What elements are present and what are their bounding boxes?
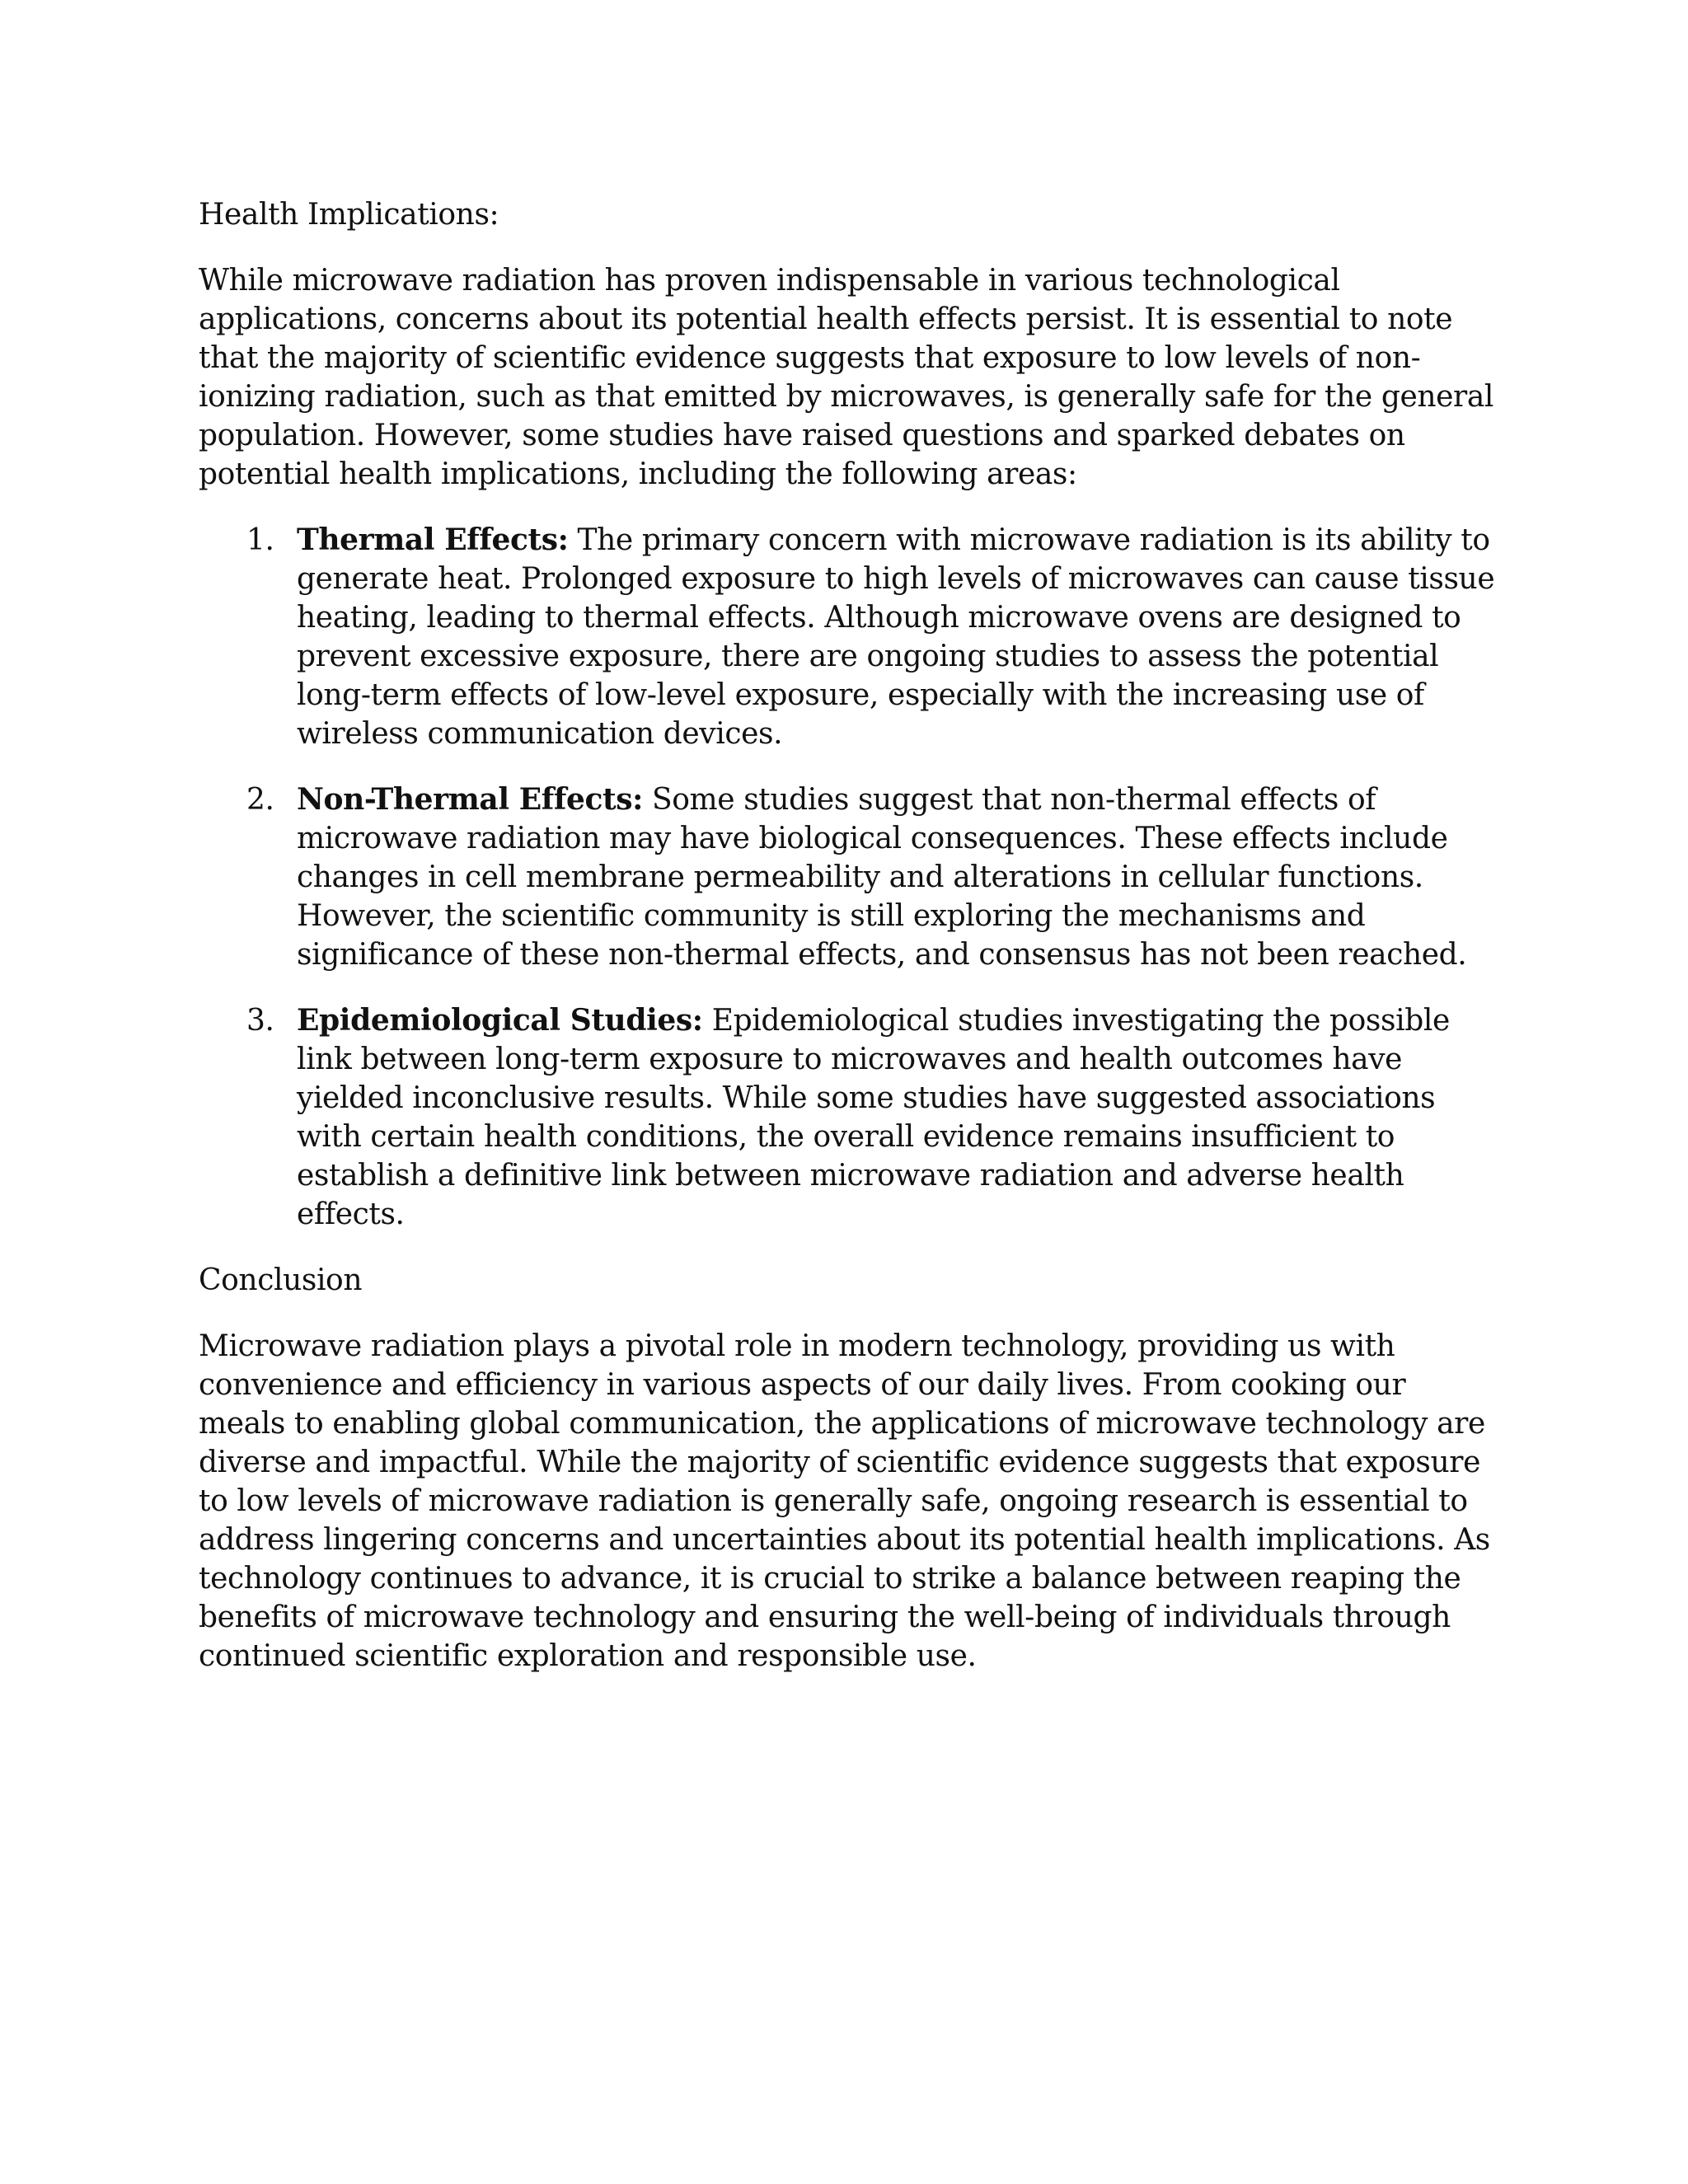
conclusion-heading: Conclusion: [199, 1263, 363, 1297]
list-text: Epidemiological studies investigating the possible link between long-term exposure to microwaves and health outcomes have yielded inconclusive results. While some studies have suggested associations with certain health conditions, the overall evidence remains insufficient to establish a definitive link between microwave radiation and adverse health effects.: [297, 1004, 1450, 1231]
list-term: Non-Thermal Effects:: [297, 782, 643, 817]
list-item-non-thermal-effects: [199, 780, 1501, 974]
list-text: The primary concern with microwave radiation is its ability to generate heat. Prolonged exposure to high levels of microwaves can cause tissue heating, leading to thermal effects. Although microwave ovens are designed to prevent excessive exposure, there are ongoing studies to assess the potential long-term effects of low-level exposure, especially with the increasing use of wireless communication devices.: [297, 523, 1495, 751]
health-intro-paragraph: While microwave radiation has proven indispensable in various technological applications, concerns about its potential health effects persist. It is essential to note that the majority of scientific evidence suggests that exposure to low levels of non-ionizing radiation, such as that emitted by microwaves, is generally safe for the general population. However, some studies have raised questions and sparked debates on potential health implications, including the following areas:: [199, 264, 1494, 491]
list-item-thermal-effects: [199, 521, 1501, 753]
list-number: 1.: [246, 523, 274, 557]
document-body: [199, 195, 1501, 1703]
health-implications-heading: Health Implications:: [199, 198, 499, 232]
list-number: 2.: [246, 783, 274, 817]
list-term: Thermal Effects:: [297, 523, 569, 557]
list-item-epidemiological-studies: [199, 1001, 1501, 1234]
health-effects-list: [199, 521, 1501, 1234]
list-term: Epidemiological Studies:: [297, 1003, 703, 1038]
list-number: 3.: [246, 1004, 274, 1038]
conclusion-paragraph: Microwave radiation plays a pivotal role in modern technology, providing us with convenience and efficiency in various aspects of our daily lives. From cooking our meals to enabling global communication, the applications of microwave technology are diverse and impactful. While the majority of scientific evidence suggests that exposure to low levels of microwave radiation is generally safe, ongoing research is essential to address lingering concerns and uncertainties about its potential health implications. As technology continues to advance, it is crucial to strike a balance between reaping the benefits of microwave technology and ensuring the well-being of individuals through continued scientific exploration and responsible use.: [199, 1329, 1490, 1673]
list-text: Some studies suggest that non-thermal effects of microwave radiation may have biological consequences. These effects include changes in cell membrane permeability and alterations in cellular functions. However, the scientific community is still exploring the mechanisms and significance of these non-thermal effects, and consensus has not been reached.: [297, 783, 1467, 972]
